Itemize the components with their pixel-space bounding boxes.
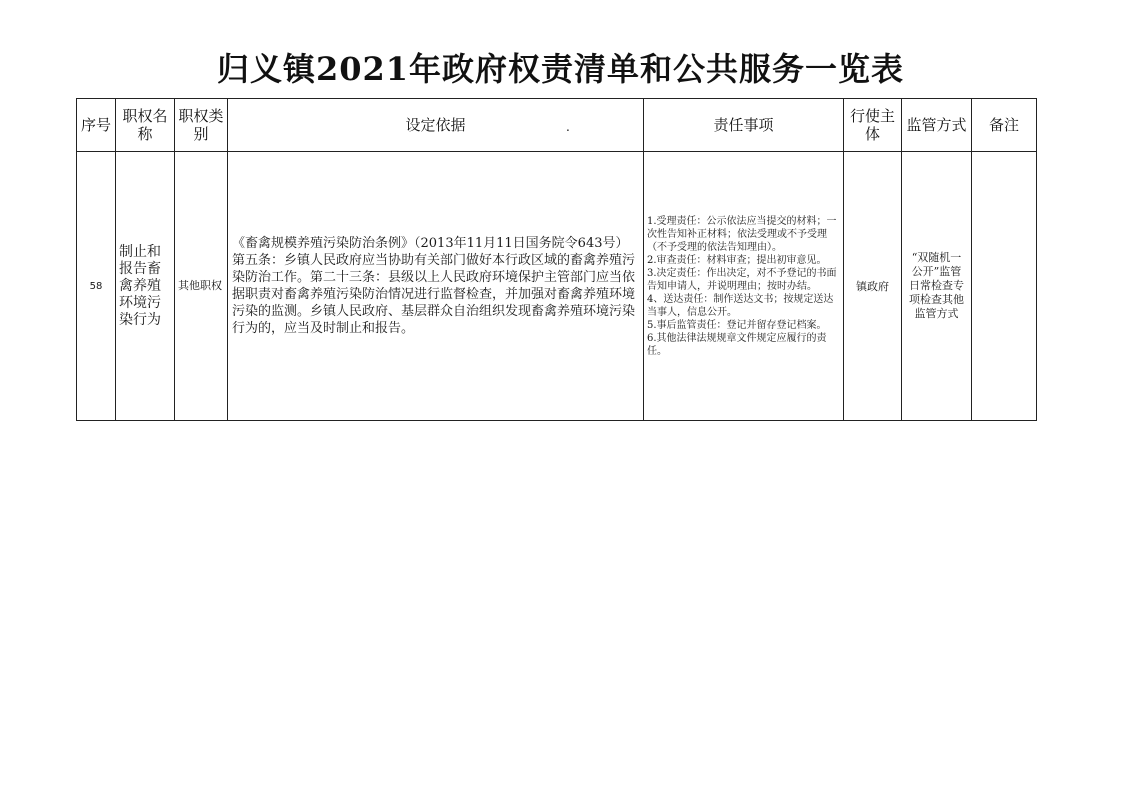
page-title: 归义镇2021年政府权责清单和公共服务一览表: [216, 50, 905, 88]
header-supervise: 监管方式: [902, 99, 972, 152]
header-basis-mark: .: [566, 120, 570, 134]
duty-item: 3.决定责任：作出决定，对不予登记的书面告知申请人，并说明理由；按时办结。: [647, 267, 837, 292]
duty-item: 4、送达责任：制作送达文书；按规定送达当事人，信息公开。: [647, 293, 834, 318]
header-name: 职权名称: [116, 99, 175, 152]
cell-name: 制止和报告畜禽养殖环境污染行为: [116, 152, 175, 421]
header-subject: 行使主体: [844, 99, 902, 152]
header-remark: 备注: [972, 99, 1037, 152]
table-header-row: [77, 99, 1037, 152]
cell-remark: [972, 152, 1037, 421]
cell-type: 其他职权: [175, 152, 228, 421]
duty-item: 1.受理责任：公示依法应当提交的材料；一次性告知补正材料；依法受理或不予受理（不予受理的依法告知理由）。: [647, 215, 837, 253]
cell-basis: 《畜禽规模养殖污染防治条例》（2013年11月11日国务院令643号）第五条：乡镇人民政府应当协助有关部门做好本行政区域的畜禽养殖污染防治工作。第二十三条：县级以上人民政府环境保护主管部门应当依据职责对畜禽养殖污染防治情况进行监督检查，并加强对畜禽养殖环境污染的监测。乡镇人民政府、基层群众自治组织发现畜禽养殖环境污染行为的，应当及时制止和报告。: [228, 152, 644, 421]
authority-table: [76, 98, 1037, 421]
cell-subject: 镇政府: [844, 152, 902, 421]
cell-no: 58: [77, 152, 116, 421]
header-basis-label: 设定依据: [405, 116, 466, 134]
header-type: 职权类别: [175, 99, 228, 152]
header-duty: 责任事项: [644, 99, 844, 152]
duty-item: 2.审查责任：材料审查；提出初审意见。: [647, 254, 827, 266]
table-row: [77, 152, 1037, 421]
duty-item: 5.事后监管责任：登记并留存登记档案。: [647, 319, 827, 331]
cell-supervise: “双随机一公开”监管日常检查专项检查其他监管方式: [902, 152, 972, 421]
cell-duty: [644, 152, 844, 421]
header-no: 序号: [77, 99, 116, 152]
duty-item: 6.其他法律法规规章文件规定应履行的责任。: [647, 332, 827, 357]
header-basis: [228, 99, 644, 152]
